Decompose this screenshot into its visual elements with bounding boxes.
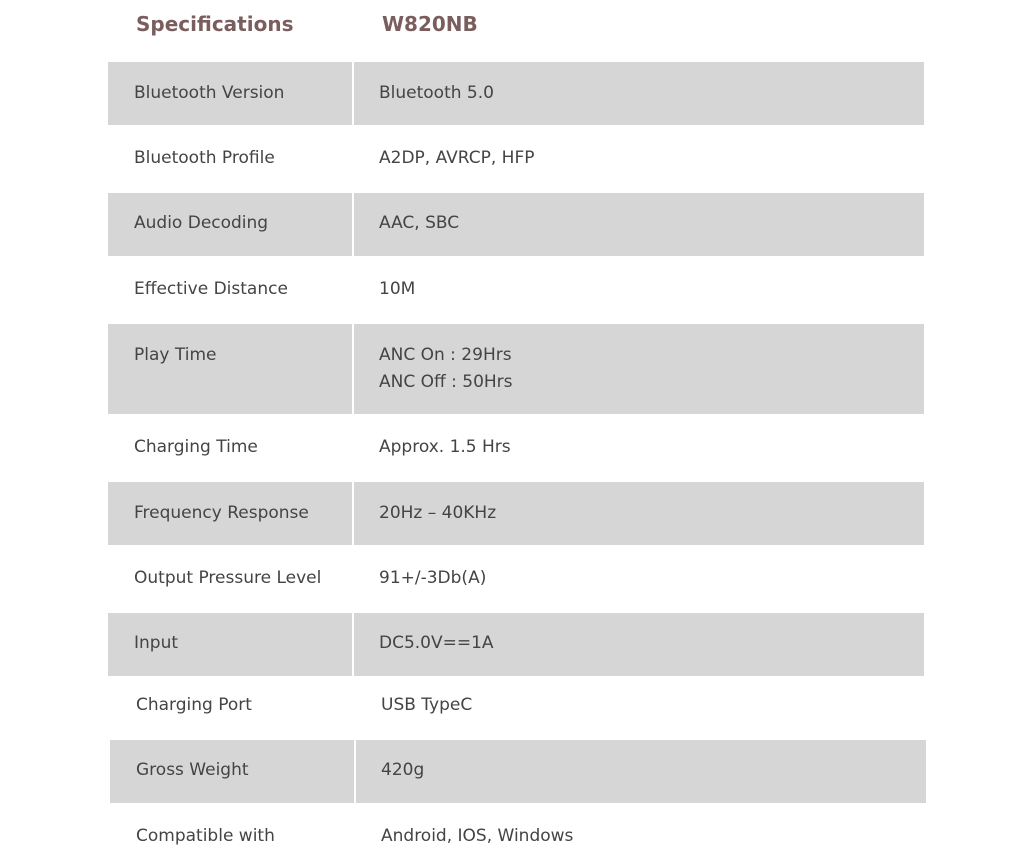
spec-value-cell bbox=[356, 806, 926, 856]
spec-value: AAC, SBC bbox=[379, 213, 460, 233]
spec-row-frequency-response bbox=[0, 482, 1024, 545]
spec-label-cell bbox=[110, 678, 354, 738]
spec-value: 91+/-3Db(A) bbox=[379, 568, 487, 588]
spec-label-cell bbox=[110, 806, 354, 856]
spec-label-cell bbox=[108, 417, 352, 480]
spec-value-line: ANC Off : 50Hrs bbox=[379, 372, 513, 392]
spec-label: Charging Time bbox=[134, 437, 258, 457]
spec-label-cell bbox=[108, 259, 352, 322]
spec-row-output-pressure-level bbox=[0, 548, 1024, 611]
spec-label: Play Time bbox=[134, 345, 217, 365]
spec-value bbox=[379, 342, 513, 396]
spec-label-cell bbox=[108, 548, 352, 611]
spec-value-cell bbox=[354, 128, 924, 191]
spec-value-cell bbox=[356, 678, 926, 738]
spec-label-cell bbox=[108, 324, 352, 414]
spec-value-cell bbox=[354, 62, 924, 125]
spec-row-bluetooth-version bbox=[0, 62, 1024, 125]
spec-label: Effective Distance bbox=[134, 279, 288, 299]
spec-label: Output Pressure Level bbox=[134, 568, 322, 588]
spec-label: Compatible with bbox=[136, 826, 275, 846]
spec-value: Android, IOS, Windows bbox=[381, 826, 574, 846]
spec-row-input bbox=[0, 613, 1024, 676]
spec-label-cell bbox=[108, 62, 352, 125]
spec-label: Input bbox=[134, 633, 179, 653]
spec-value-line: ANC On : 29Hrs bbox=[379, 345, 512, 365]
spec-value: DC5.0V==1A bbox=[379, 633, 494, 653]
spec-header-model: W820NB bbox=[382, 12, 478, 36]
spec-row-gross-weight bbox=[0, 740, 1024, 803]
spec-label: Frequency Response bbox=[134, 503, 309, 523]
spec-label-cell bbox=[108, 128, 352, 191]
spec-value-cell bbox=[354, 548, 924, 611]
spec-header-label: Specifications bbox=[136, 12, 294, 36]
spec-row-play-time bbox=[0, 324, 1024, 414]
spec-row-charging-port bbox=[0, 678, 1024, 738]
spec-row-compatible-with bbox=[0, 806, 1024, 856]
spec-value-cell bbox=[354, 482, 924, 545]
spec-label-cell bbox=[110, 740, 354, 803]
spec-value: 20Hz – 40KHz bbox=[379, 503, 497, 523]
spec-label: Gross Weight bbox=[136, 760, 249, 780]
spec-value: USB TypeC bbox=[381, 695, 473, 715]
spec-value: Approx. 1.5 Hrs bbox=[379, 437, 511, 457]
spec-row-audio-decoding bbox=[0, 193, 1024, 256]
spec-label-cell bbox=[108, 613, 352, 676]
spec-label: Charging Port bbox=[136, 695, 252, 715]
spec-label-cell bbox=[108, 193, 352, 256]
spec-value: 420g bbox=[381, 760, 425, 780]
spec-value: A2DP, AVRCP, HFP bbox=[379, 148, 535, 168]
spec-label: Audio Decoding bbox=[134, 213, 269, 233]
spec-row-charging-time bbox=[0, 417, 1024, 480]
spec-value: Bluetooth 5.0 bbox=[379, 83, 494, 103]
spec-value-cell bbox=[354, 259, 924, 322]
spec-value-cell bbox=[354, 613, 924, 676]
spec-value-cell bbox=[356, 740, 926, 803]
spec-value-cell bbox=[354, 324, 924, 414]
spec-row-effective-distance bbox=[0, 259, 1024, 322]
spec-row-bluetooth-profile bbox=[0, 128, 1024, 191]
spec-value-cell bbox=[354, 417, 924, 480]
spec-label: Bluetooth Profile bbox=[134, 148, 275, 168]
spec-value: 10M bbox=[379, 279, 416, 299]
spec-value-cell bbox=[354, 193, 924, 256]
spec-label: Bluetooth Version bbox=[134, 83, 285, 103]
spec-label-cell bbox=[108, 482, 352, 545]
